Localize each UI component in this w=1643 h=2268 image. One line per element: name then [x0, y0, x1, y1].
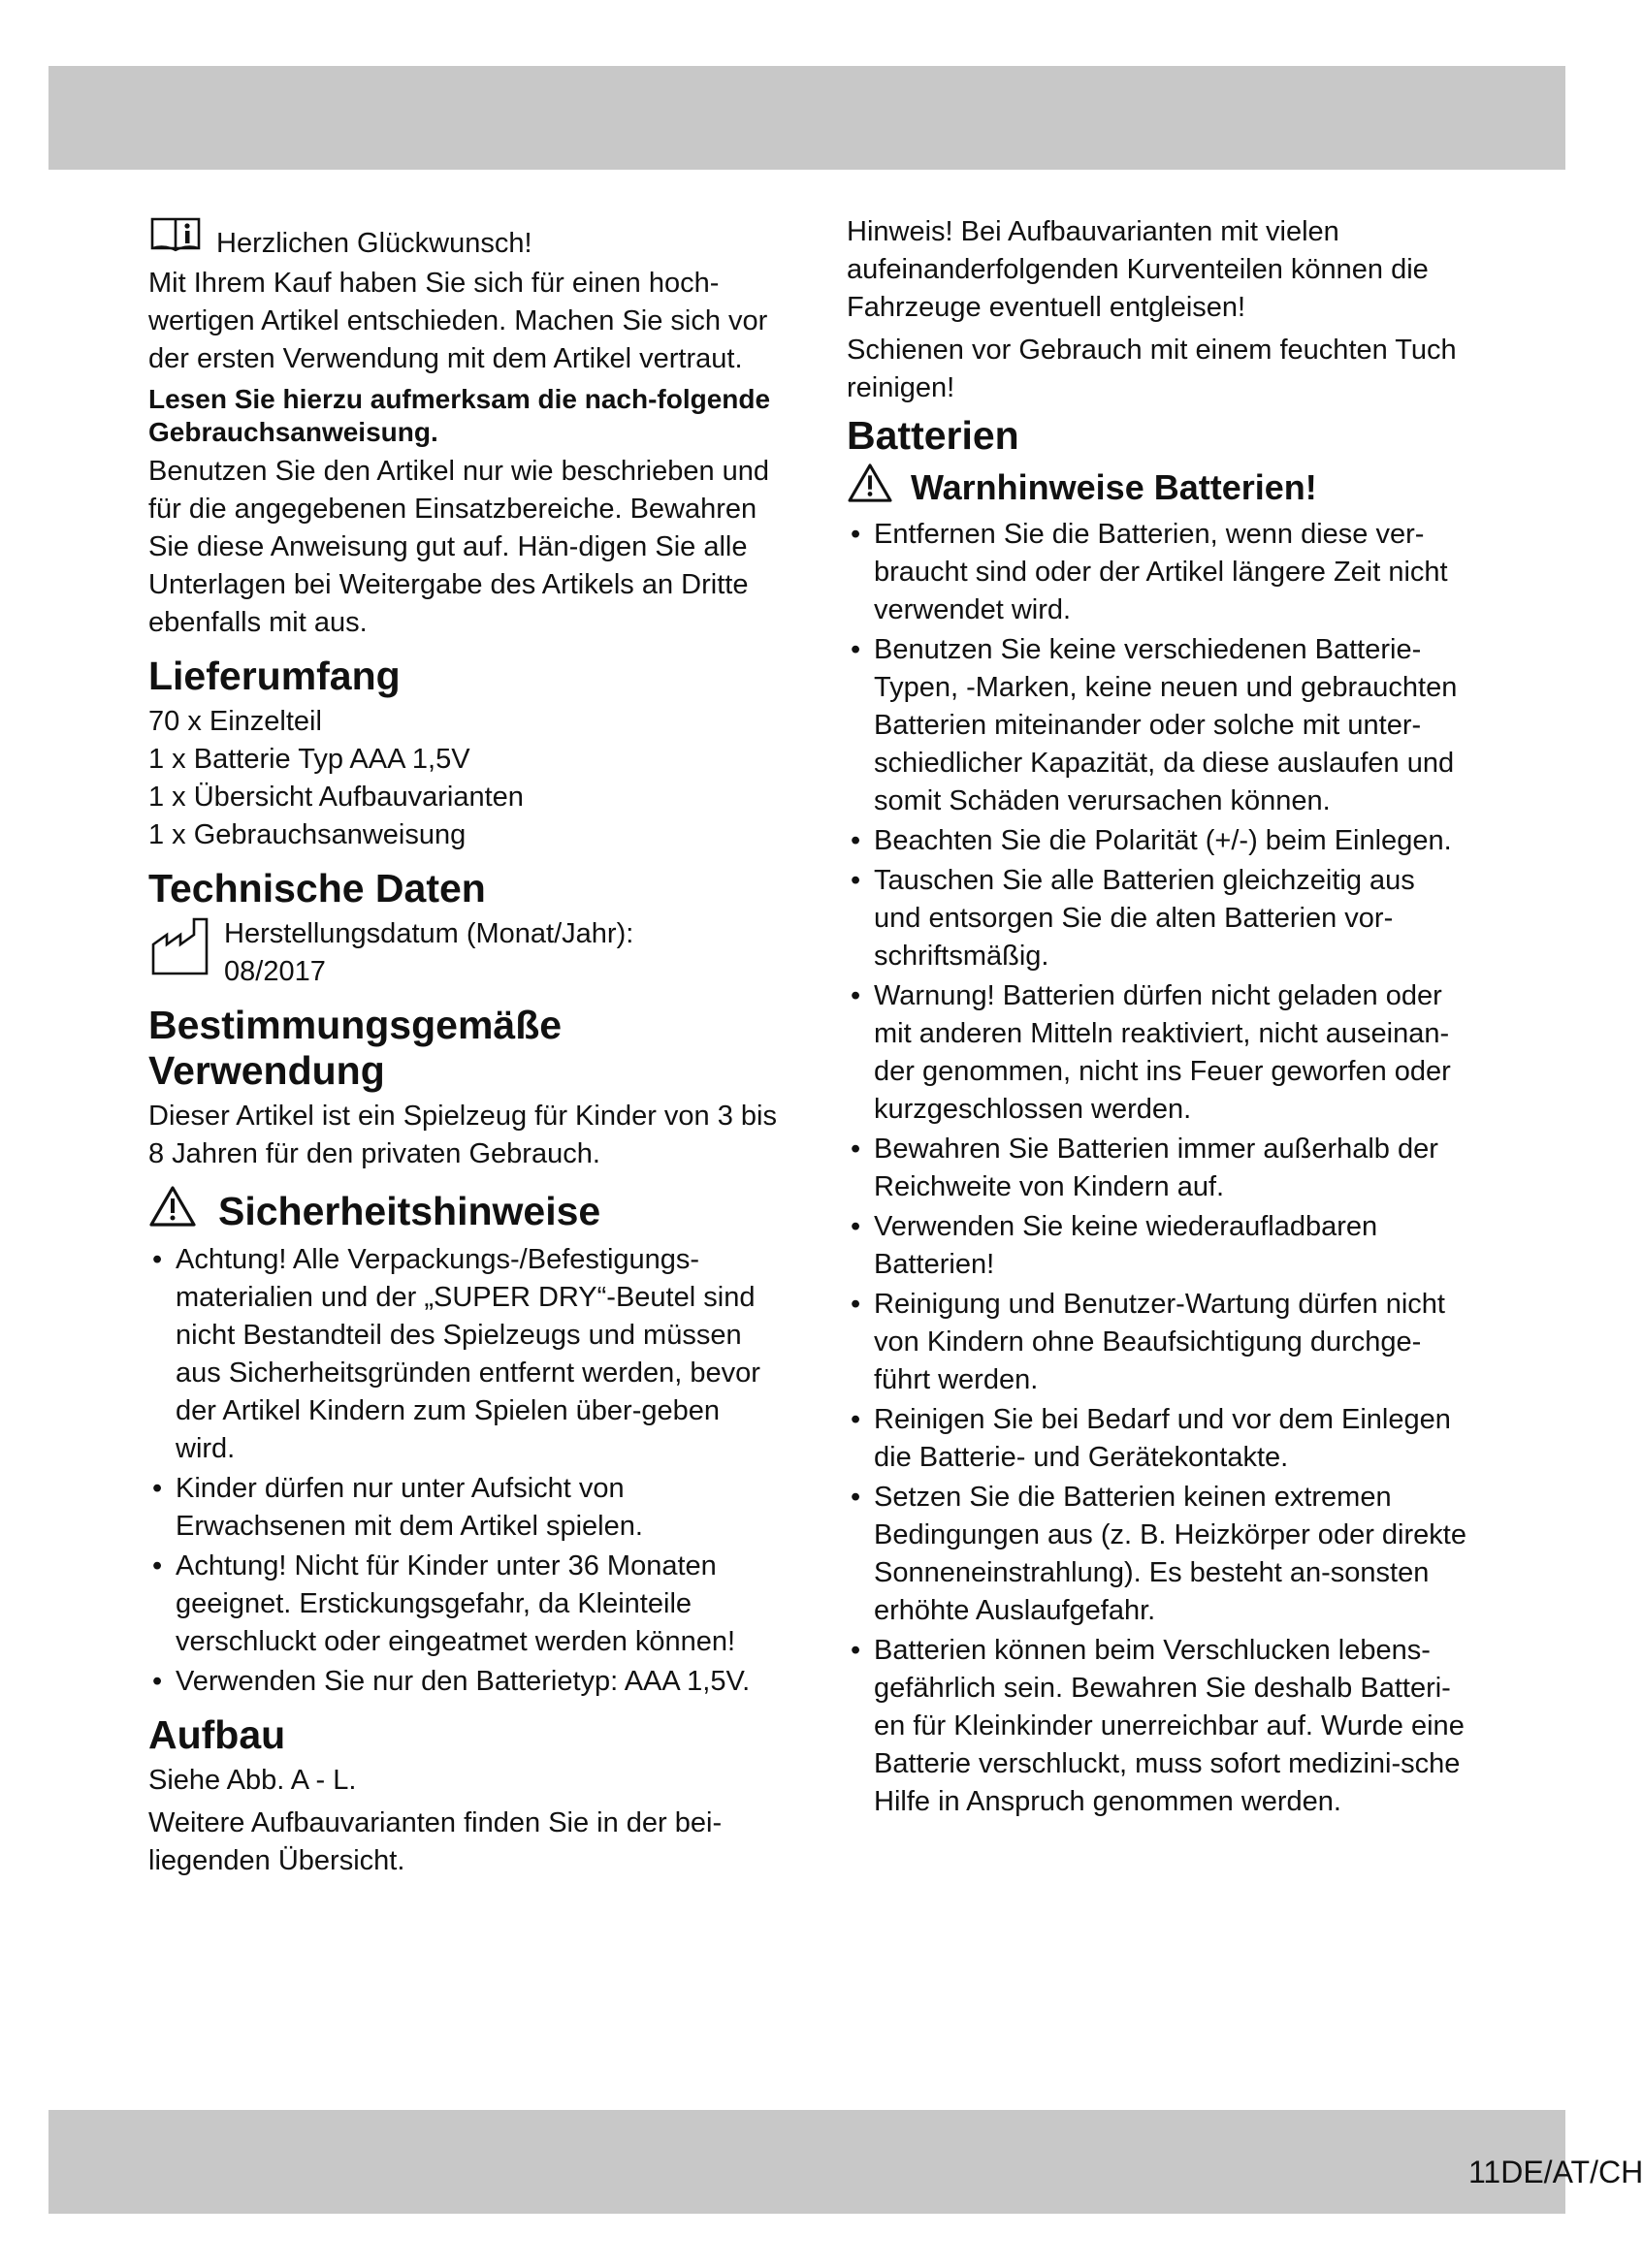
list-item: • Verwenden Sie keine wiederaufladbaren Batterien! — [847, 1208, 1467, 1284]
list-item: • Beachten Sie die Polarität (+/-) beim Einlegen. — [847, 822, 1467, 860]
list-item: • Batterien können beim Verschlucken lebens-gefährlich sein. Bewahren Sie deshalb Batteri-en für Kleinkinder unerreichbar auf. Wurde eine Batterie verschluckt, muss sofort medizini-sche Hilfe in Anspruch genommen werden. — [847, 1632, 1467, 1821]
warning-triangle-icon — [847, 463, 893, 512]
footer-band — [48, 2110, 1643, 2214]
list-item: • Warnung! Batterien dürfen nicht geladen oder mit anderen Mitteln reaktiviert, nicht auseinan-der genommen, nicht ins Feuer geworfen oder kurzgeschlossen werden. — [847, 977, 1467, 1129]
warning-triangle-icon — [148, 1185, 197, 1237]
left-column — [148, 213, 779, 1885]
book-info-icon — [148, 213, 205, 265]
technische-daten-heading: Technische Daten — [148, 866, 486, 910]
list-item: • Kinder dürfen nur unter Aufsicht von Erwachsenen mit dem Artikel spielen. — [148, 1470, 779, 1546]
sicherheit-list — [148, 1241, 779, 1701]
bestimmung-heading: Bestimmungsgemäße Verwendung — [148, 1003, 563, 1093]
sicherheit-heading-row — [148, 1185, 779, 1237]
batterien-heading: Batterien — [847, 413, 1019, 458]
intro-text: Mit Ihrem Kauf haben Sie sich für einen hoch-wertigen Artikel entschieden. Machen Sie sich vor der ersten Verwendung mit dem Artikel vertraut. — [148, 268, 768, 374]
list-item: • Reinigen Sie bei Bedarf und vor dem Einlegen die Batterie- und Gerätekontakte. — [847, 1401, 1467, 1477]
aufbau-heading: Aufbau — [148, 1712, 286, 1757]
aufbau-text-1: Siehe Abb. A - L. — [148, 1765, 357, 1796]
warnhinweise-heading-row — [847, 463, 1467, 512]
reinigen-text: Schienen vor Gebrauch mit einem feuchten Tuch reinigen! — [847, 335, 1457, 403]
list-item: 1 x Übersicht Aufbauvarianten — [148, 782, 524, 813]
list-item: • Setzen Sie die Batterien keinen extremen Bedingungen aus (z. B. Heizkörper oder direkte Sonneneinstrahlung). Es besteht an-sonsten erhöhte Auslaufgefahr. — [847, 1479, 1467, 1630]
list-item: • Bewahren Sie Batterien immer außerhalb der Reichweite von Kindern auf. — [847, 1131, 1467, 1206]
intro-text-2: Benutzen Sie den Artikel nur wie beschrieben und für die angegebenen Einsatzbereiche. Bewahren Sie diese Anweisung gut auf. Hän-digen Sie alle Unterlagen bei Weitergabe des Artikels an Dritte ebenfalls mit aus. — [148, 456, 770, 638]
page-number: 11DE/AT/CH — [1468, 2155, 1643, 2189]
lieferumfang-list — [148, 703, 779, 854]
intro-greeting: Herzlichen Glückwunsch! — [216, 228, 532, 259]
list-item: • Entfernen Sie die Batterien, wenn diese ver-braucht sind oder der Artikel längere Zeit nicht verwendet wird. — [847, 516, 1467, 629]
list-item: • Reinigung und Benutzer-Wartung dürfen nicht von Kindern ohne Beaufsichtigung durchge-führt werden. — [847, 1286, 1467, 1399]
intro-emphasis: Lesen Sie hierzu aufmerksam die nach-folgende Gebrauchsanweisung. — [148, 384, 771, 447]
list-item: 70 x Einzelteil — [148, 706, 322, 737]
manufacture-date-label: Herstellungsdatum (Monat/Jahr): — [224, 918, 634, 949]
aufbau-text-2: Weitere Aufbauvarianten finden Sie in der bei-liegenden Übersicht. — [148, 1807, 723, 1876]
list-item: 1 x Gebrauchsanweisung — [148, 819, 467, 850]
bestimmung-text: Dieser Artikel ist ein Spielzeug für Kinder von 3 bis 8 Jahren für den privaten Gebrauch. — [148, 1101, 777, 1169]
sicherheit-heading: Sicherheitshinweise — [218, 1188, 601, 1233]
list-item: • Achtung! Nicht für Kinder unter 36 Monaten geeignet. Erstickungsgefahr, da Kleinteile verschluckt oder eingeatmet werden können! — [148, 1548, 779, 1661]
manufacture-date-icon — [148, 915, 216, 986]
list-item: 1 x Batterie Typ AAA 1,5V — [148, 744, 470, 775]
hinweis-text: Hinweis! Bei Aufbauvarianten mit vielen aufeinanderfolgenden Kurventeilen können die Fahrzeuge eventuell entgleisen! — [847, 216, 1429, 323]
list-item: • Achtung! Alle Verpackungs-/Befestigungs-materialien und der „SUPER DRY“-Beutel sind nicht Bestandteil des Spielzeugs und müssen aus Sicherheitsgründen entfernt werden, bevor der Artikel Kindern zum Spielen über-geben wird. — [148, 1241, 779, 1468]
batterien-list — [847, 516, 1467, 1821]
manufacture-date-row — [148, 915, 779, 991]
intro-greeting-row — [148, 213, 779, 265]
list-item: • Verwenden Sie nur den Batterietyp: AAA 1,5V. — [148, 1663, 779, 1701]
list-item: • Tauschen Sie alle Batterien gleichzeitig aus und entsorgen Sie die alten Batterien vor-schriftsmäßig. — [847, 862, 1467, 975]
warnhinweise-heading: Warnhinweise Batterien! — [911, 466, 1317, 507]
manufacture-date-value: 08/2017 — [224, 956, 326, 987]
lieferumfang-heading: Lieferumfang — [148, 654, 401, 698]
list-item: • Benutzen Sie keine verschiedenen Batterie-Typen, -Marken, keine neuen und gebrauchten Batterien miteinander oder solche mit unter-schiedlicher Kapazität, da diese auslaufen und somit Schäden verursachen können. — [847, 631, 1467, 820]
right-column — [847, 213, 1467, 1823]
header-band — [48, 66, 1565, 170]
